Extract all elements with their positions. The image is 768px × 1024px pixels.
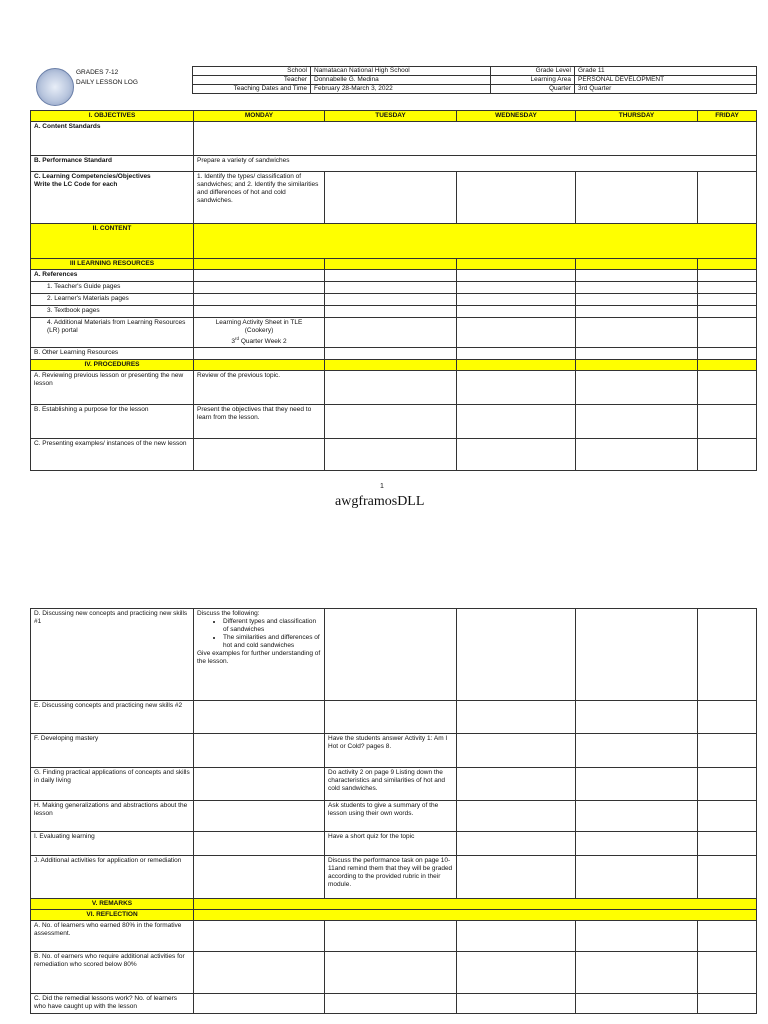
cell [457, 360, 576, 371]
learning-area-label: Learning Area [491, 76, 575, 85]
cell [457, 439, 576, 471]
cell [698, 405, 757, 439]
day-friday: FRIDAY [698, 111, 757, 122]
cell [457, 172, 576, 224]
cell [457, 259, 576, 270]
table-row [31, 734, 757, 768]
cell [194, 952, 325, 994]
cell [194, 701, 325, 734]
cell [576, 282, 698, 294]
cell [698, 172, 757, 224]
resources-section-row [31, 259, 757, 270]
cell [457, 282, 576, 294]
table-row [31, 768, 757, 801]
ref-learners-materials: 2. Learner's Materials pages [31, 294, 194, 306]
cell [698, 801, 757, 832]
remarks-heading: V. REMARKS [31, 899, 194, 910]
cell [194, 360, 325, 371]
lesson-log-table-page1 [30, 110, 757, 471]
teacher-value: Donnabelle G. Medina [311, 76, 491, 85]
remarks-section-row [31, 899, 757, 910]
cell [698, 360, 757, 371]
content-cell [194, 224, 757, 259]
grade-level-value: Grade 11 [575, 67, 757, 76]
cell [325, 439, 457, 471]
reflection-section-row [31, 910, 757, 921]
cell [457, 294, 576, 306]
cell [194, 734, 325, 768]
performance-standard-value: Prepare a variety of sandwiches [194, 156, 757, 172]
cell [698, 734, 757, 768]
ref-lr-monday-line3 [197, 335, 321, 346]
school-value: Namatacan National High School [311, 67, 491, 76]
proc-g-label: G. Finding practical applications of concepts and skills in daily living [31, 768, 194, 801]
content-section-row [31, 224, 757, 259]
cell [457, 856, 576, 899]
table-row [31, 801, 757, 832]
lesson-log-table-page2 [30, 608, 757, 1014]
quarter-label: Quarter [491, 85, 575, 94]
cell [698, 768, 757, 801]
cell [194, 994, 325, 1014]
cell [576, 172, 698, 224]
cell [457, 371, 576, 405]
cell [698, 952, 757, 994]
content-standards-cell [194, 122, 757, 156]
proc-b-monday: Present the objectives that they need to learn from the lesson. [194, 405, 325, 439]
cell [457, 701, 576, 734]
cell [325, 348, 457, 360]
cell [194, 306, 325, 318]
procedures-section-row [31, 360, 757, 371]
table-row [31, 122, 757, 156]
remarks-cell [194, 899, 757, 910]
proc-e-label: E. Discussing concepts and practicing new skills #2 [31, 701, 194, 734]
proc-j-label: J. Additional activities for application or remediation [31, 856, 194, 899]
table-row [31, 294, 757, 306]
cell [698, 371, 757, 405]
cell [698, 294, 757, 306]
proc-g-tuesday: Do activity 2 on page 9 Listing down the characteristics and similarities of hot and cold sandwiches. [325, 768, 457, 801]
day-tuesday: TUESDAY [325, 111, 457, 122]
header-info-table [192, 66, 757, 94]
cell [194, 921, 325, 952]
cell [457, 952, 576, 994]
cell [325, 259, 457, 270]
table-row [31, 270, 757, 282]
cell [698, 270, 757, 282]
cell [325, 405, 457, 439]
deped-seal-logo [36, 68, 74, 106]
content-heading: II. CONTENT [31, 224, 194, 259]
other-resources-label: B. Other Learning Resources [31, 348, 194, 360]
cell [194, 856, 325, 899]
cell [576, 609, 698, 701]
objectives-header-row [31, 111, 757, 122]
cell [698, 921, 757, 952]
proc-i-tuesday: Have a short quiz for the topic [325, 832, 457, 856]
cell [457, 734, 576, 768]
cell [576, 306, 698, 318]
cell [457, 348, 576, 360]
proc-h-label: H. Making generalizations and abstractions about the lesson [31, 801, 194, 832]
proc-c-label: C. Presenting examples/ instances of the new lesson [31, 439, 194, 471]
cell [325, 371, 457, 405]
cell [325, 921, 457, 952]
cell [325, 994, 457, 1014]
procedures-heading: IV. PROCEDURES [31, 360, 194, 371]
cell [457, 994, 576, 1014]
cell [194, 348, 325, 360]
log-title: DAILY LESSON LOG [76, 79, 138, 86]
table-row [31, 952, 757, 994]
competencies-label-line1: C. Learning Competencies/Objectives [34, 173, 151, 180]
proc-f-tuesday: Have the students answer Activity 1: Am I Hot or Cold? pages 8. [325, 734, 457, 768]
cell [698, 701, 757, 734]
quarter-suffix: rd [235, 336, 240, 341]
school-label: School [193, 67, 311, 76]
cell [698, 306, 757, 318]
cell [194, 801, 325, 832]
cell [576, 921, 698, 952]
cell [194, 294, 325, 306]
cell [698, 348, 757, 360]
competencies-monday: 1. Identify the types/ classification of sandwiches; and 2. Identify the similarities and differences of hot and cold sandwiches. [194, 172, 325, 224]
cell [576, 348, 698, 360]
table-row [31, 994, 757, 1014]
cell [576, 734, 698, 768]
cell [576, 801, 698, 832]
cell [698, 282, 757, 294]
table-row [31, 318, 757, 348]
cell [457, 768, 576, 801]
cell [576, 294, 698, 306]
cell [457, 405, 576, 439]
cell [325, 270, 457, 282]
proc-a-monday: Review of the previous topic. [194, 371, 325, 405]
cell [325, 609, 457, 701]
proc-f-label: F. Developing mastery [31, 734, 194, 768]
cell [194, 270, 325, 282]
content-standards-label: A. Content Standards [31, 122, 194, 156]
proc-d-label: D. Discussing new concepts and practicing new skills #1 [31, 609, 194, 701]
cell [194, 439, 325, 471]
cell [698, 318, 757, 348]
cell [325, 701, 457, 734]
cell [576, 405, 698, 439]
cell [576, 270, 698, 282]
ref-lr-monday [194, 318, 325, 348]
cell [194, 259, 325, 270]
table-row [31, 439, 757, 471]
cell [325, 952, 457, 994]
refl-b-label: B. No. of earners who require additional activities for remediation who scored below 80% [31, 952, 194, 994]
cell [698, 259, 757, 270]
cell [576, 952, 698, 994]
cell [325, 282, 457, 294]
cell [576, 318, 698, 348]
proc-a-label: A. Reviewing previous lesson or presenting the new lesson [31, 371, 194, 405]
proc-d-monday [194, 609, 325, 701]
cell [457, 832, 576, 856]
cell [325, 318, 457, 348]
proc-j-tuesday: Discuss the performance task on page 10-11and remind them that they will be graded according to the provided rubric in their module. [325, 856, 457, 899]
cell [457, 801, 576, 832]
cell [698, 439, 757, 471]
day-wednesday: WEDNESDAY [457, 111, 576, 122]
table-row [31, 156, 757, 172]
cell [325, 306, 457, 318]
cell [325, 294, 457, 306]
page-number: 1 [380, 483, 384, 490]
ref-lr-monday-line2: (Cookery) [244, 327, 274, 334]
proc-d-bullet-2: • The similarities and differences of hot and cold sandwiches [223, 634, 321, 650]
table-row [31, 348, 757, 360]
watermark-text: awgframosDLL [335, 494, 425, 509]
refl-c-label: C. Did the remedial lessons work? No. of learners who have caught up with the lesson [31, 994, 194, 1014]
reflection-cell [194, 910, 757, 921]
cell [576, 701, 698, 734]
table-row [31, 306, 757, 318]
references-label: A. References [31, 270, 194, 282]
cell [457, 270, 576, 282]
cell [698, 994, 757, 1014]
ref-lr-portal: 4. Additional Materials from Learning Resources (LR) portal [31, 318, 194, 348]
objectives-heading: I. OBJECTIVES [31, 111, 194, 122]
quarter-value: 3rd Quarter [575, 85, 757, 94]
performance-standard-label: B. Performance Standard [31, 156, 194, 172]
proc-i-label: I. Evaluating learning [31, 832, 194, 856]
cell [576, 439, 698, 471]
ref-lr-monday-line1: Learning Activity Sheet in TLE [215, 319, 303, 326]
day-monday: MONDAY [194, 111, 325, 122]
refl-a-label: A. No. of learners who earned 80% in the formative assessment. [31, 921, 194, 952]
cell [698, 856, 757, 899]
proc-h-tuesday: Ask students to give a summary of the lesson using their own words. [325, 801, 457, 832]
table-row [31, 405, 757, 439]
ref-teachers-guide: 1. Teacher's Guide pages [31, 282, 194, 294]
grade-level-label: Grade Level [491, 67, 575, 76]
cell [576, 768, 698, 801]
cell [576, 832, 698, 856]
table-row [31, 172, 757, 224]
reflection-heading: VI. REFLECTION [31, 910, 194, 921]
table-row [31, 832, 757, 856]
table-row [31, 856, 757, 899]
teacher-label: Teacher [193, 76, 311, 85]
table-row [31, 371, 757, 405]
competencies-label [31, 172, 194, 224]
proc-d-intro: Discuss the following: [197, 610, 260, 617]
cell [194, 832, 325, 856]
cell [576, 360, 698, 371]
competencies-label-line2: Write the LC Code for each [34, 181, 118, 188]
grades-label: GRADES 7-12 [76, 69, 119, 76]
cell [194, 768, 325, 801]
table-row [31, 701, 757, 734]
cell [457, 609, 576, 701]
proc-b-label: B. Establishing a purpose for the lesson [31, 405, 194, 439]
cell [698, 609, 757, 701]
cell [576, 371, 698, 405]
table-row [31, 282, 757, 294]
proc-d-bullets [197, 618, 321, 650]
cell [576, 856, 698, 899]
ref-textbook: 3. Textbook pages [31, 306, 194, 318]
resources-heading: III LEARNING RESOURCES [31, 259, 194, 270]
quarter-week: Quarter Week 2 [239, 338, 287, 346]
header-title [76, 68, 138, 88]
proc-d-bullet-1: • Different types and classification of sandwiches [223, 618, 321, 634]
cell [325, 172, 457, 224]
cell [457, 318, 576, 348]
dates-value: February 28-March 3, 2022 [311, 85, 491, 94]
quarter-number: 3 [231, 338, 236, 346]
table-row [31, 609, 757, 701]
proc-d-closing: Give examples for further understanding of the lesson. [197, 650, 321, 665]
cell [698, 832, 757, 856]
cell [325, 360, 457, 371]
table-row [31, 921, 757, 952]
cell [576, 994, 698, 1014]
learning-area-value: PERSONAL DEVELOPMENT [575, 76, 757, 85]
cell [194, 282, 325, 294]
dates-label: Teaching Dates and Time [193, 85, 311, 94]
cell [457, 921, 576, 952]
cell [457, 306, 576, 318]
cell [576, 259, 698, 270]
day-thursday: THURSDAY [576, 111, 698, 122]
